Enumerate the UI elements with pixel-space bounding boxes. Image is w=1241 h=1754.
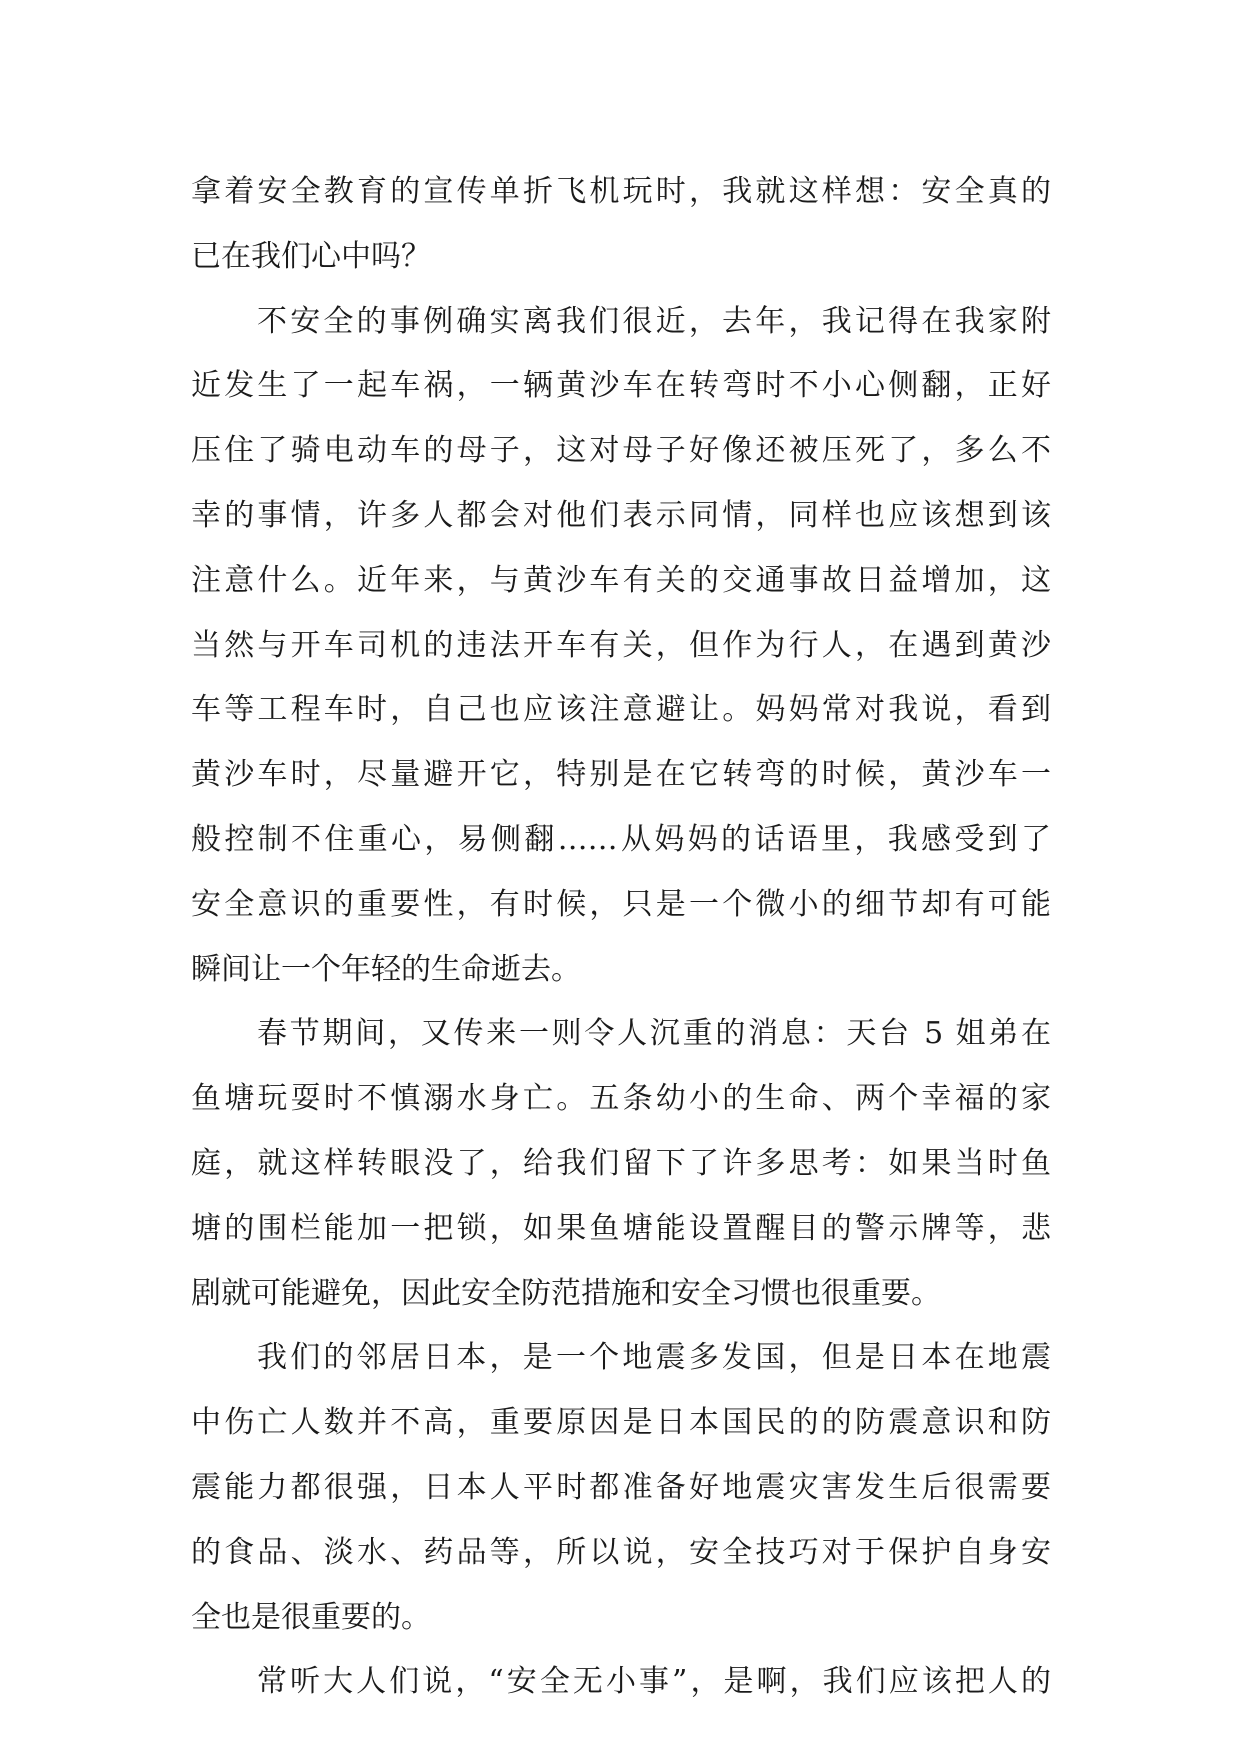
text-line: 剧就可能避免，因此安全防范措施和安全习惯也很重要。 <box>191 1275 941 1311</box>
text-line: 中伤亡人数并不高，重要原因是日本国民的的防震意识和防 <box>191 1405 1051 1441</box>
text-line: 近发生了一起车祸，一辆黄沙车在转弯时不小心侧翻，正好 <box>191 368 1051 404</box>
text-line: 已在我们心中吗？ <box>191 238 431 274</box>
text-line: 注意什么。近年来，与黄沙车有关的交通事故日益增加，这 <box>191 562 1051 598</box>
paragraph-first-line: 常听大人们说，“安全无小事”，是啊，我们应该把人的 <box>257 1664 1051 1700</box>
text-line: 塘的围栏能加一把锁，如果鱼塘能设置醒目的警示牌等，悲 <box>191 1210 1051 1246</box>
text-line: 车等工程车时，自己也应该注意避让。妈妈常对我说，看到 <box>191 692 1051 728</box>
paragraph-first-line: 我们的邻居日本，是一个地震多发国，但是日本在地震 <box>257 1340 1051 1376</box>
text-line: 震能力都很强，日本人平时都准备好地震灾害发生后很需要 <box>191 1469 1051 1505</box>
text-line: 鱼塘玩耍时不慎溺水身亡。五条幼小的生命、两个幸福的家 <box>191 1081 1051 1117</box>
text-line: 的食品、淡水、药品等，所以说，安全技巧对于保护自身安 <box>191 1534 1051 1570</box>
body-text <box>191 160 1051 1715</box>
text-line: 瞬间让一个年轻的生命逝去。 <box>191 951 581 987</box>
text-line: 压住了骑电动车的母子，这对母子好像还被压死了，多么不 <box>191 433 1051 469</box>
text-line: 安全意识的重要性，有时候，只是一个微小的细节却有可能 <box>191 886 1051 922</box>
text-line: 般控制不住重心，易侧翻……从妈妈的话语里，我感受到了 <box>191 821 1051 857</box>
paragraph-first-line: 不安全的事例确实离我们很近，去年，我记得在我家附 <box>257 303 1051 339</box>
text-line: 黄沙车时，尽量避开它，特别是在它转弯的时候，黄沙车一 <box>191 757 1051 793</box>
text-line: 拿着安全教育的宣传单折飞机玩时，我就这样想：安全真的 <box>191 174 1051 209</box>
text-line: 当然与开车司机的违法开车有关，但作为行人，在遇到黄沙 <box>191 627 1051 663</box>
text-line: 幸的事情，许多人都会对他们表示同情，同样也应该想到该 <box>191 497 1051 533</box>
text-line: 庭，就这样转眼没了，给我们留下了许多思考：如果当时鱼 <box>191 1145 1051 1181</box>
paragraph-first-line: 春节期间，又传来一则令人沉重的消息：天台 5 姐弟在 <box>257 1016 1051 1052</box>
text-line: 全也是很重要的。 <box>191 1599 431 1635</box>
